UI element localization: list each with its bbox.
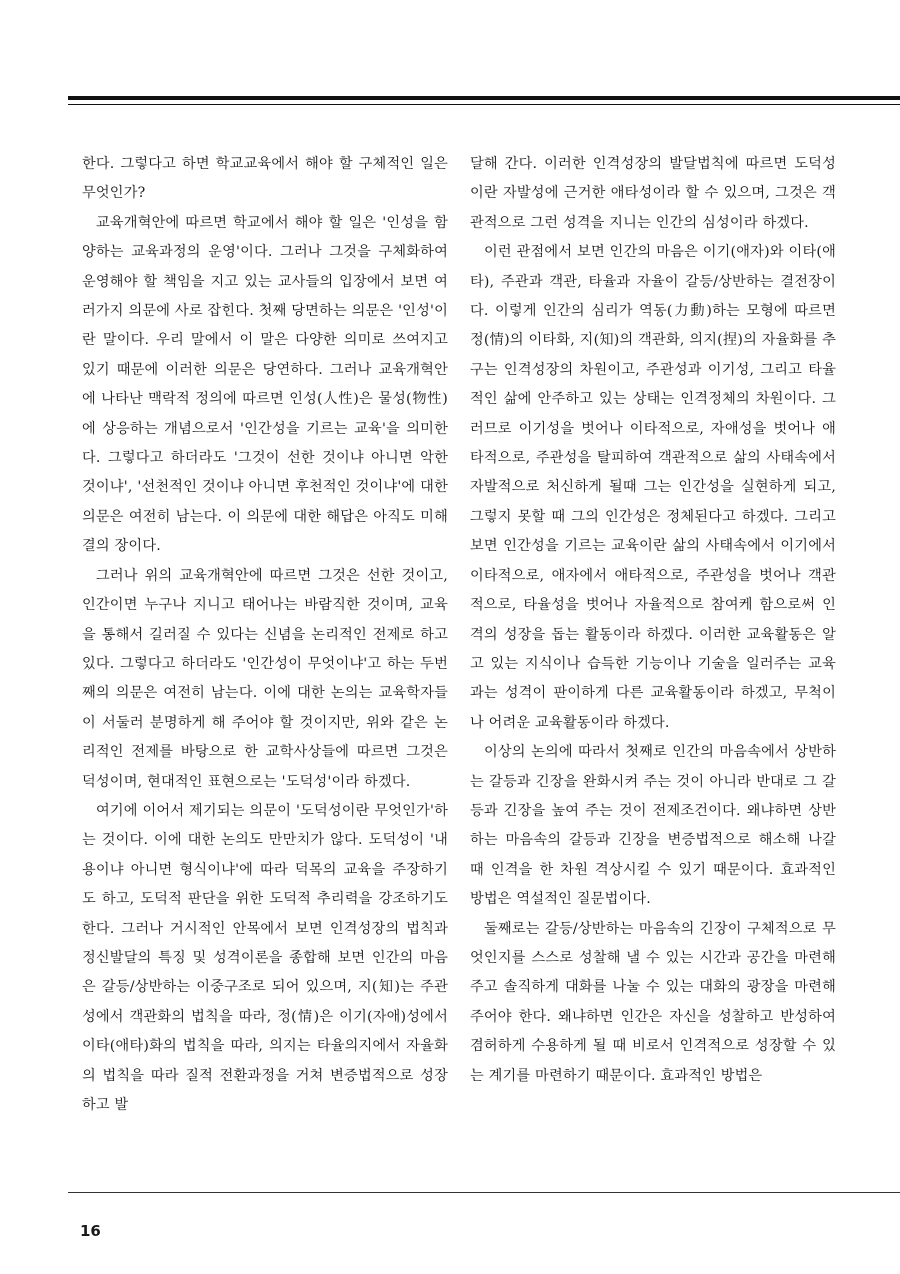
right-column xyxy=(470,150,836,1091)
paragraph: 교육개혁안에 따르면 학교에서 해야 할 일은 '인성을 함양하는 교육과정의 운영'이다. 그러나 그것을 구체화하여 운영해야 할 책임을 지고 있는 교사들의 입장에서 보면 여러가지 의문에 사로 잡힌다. 첫째 당면하는 의문은 '인성'이란 말이다. 우리 말에서 이 말은 다양한 의미로 쓰여지고 있기 때문에 이러한 의문은 당연하다. 그러나 교육개혁안에 나타난 맥락적 정의에 따르면 인성(人性)은 물성(物性)에 상응하는 개념으로서 '인간성을 기르는 교육'을 의미한다. 그렇다고 하더라도 '그것이 선한 것이냐 아니면 악한 것이냐', '선천적인 것이냐 아니면 후천적인 것이냐'에 대한 의문은 여전히 남는다. 이 의문에 대한 해답은 아직도 미해결의 장이다. xyxy=(82,214,448,555)
header-rule-thick xyxy=(68,96,900,100)
paragraph: 한다. 그렇다고 하면 학교교육에서 해야 할 구체적인 일은 무엇인가? xyxy=(82,156,448,202)
footer-rule xyxy=(68,1192,900,1193)
paragraph: 이상의 논의에 따라서 첫째로 인간의 마음속에서 상반하는 갈등과 긴장을 완화시켜 주는 것이 아니라 반대로 그 갈등과 긴장을 높여 주는 것이 전제조건이다. 왜냐하면 상반하는 마음속의 갈등과 긴장을 변증법적으로 해소해 나갈 때 인격을 한 차원 격상시킬 수 있기 때문이다. 효과적인 방법은 역설적인 질문법이다. xyxy=(470,744,836,908)
paragraph: 여기에 이어서 제기되는 의문이 '도덕성이란 무엇인가'하는 것이다. 이에 대한 논의도 만만치가 않다. 도덕성이 '내용이냐 아니면 형식이냐'에 따라 덕목의 교육을 주장하기도 하고, 도덕적 판단을 위한 도덕적 추리력을 강조하기도 한다. 그러나 거시적인 안목에서 보면 인격성장의 법칙과 정신발달의 특징 및 성격이론을 종합해 보면 인간의 마음은 갈등/상반하는 이중구조로 되어 있으며, 지(知)는 주관성에서 객관화의 법칙을 따라, 정(情)은 이기(자애)성에서 이타(애타)화의 법칙을 따라, 의지는 타율의지에서 자율화의 법칙을 따라 질적 전환과정을 거쳐 변증법적으로 성장하고 발 xyxy=(82,802,448,1113)
page-number: 16 xyxy=(80,1222,101,1240)
paragraph: 달해 간다. 이러한 인격성장의 발달법칙에 따르면 도덕성이란 자발성에 근거한 애타성이라 할 수 있으며, 그것은 객관적으로 그런 성격을 지니는 인간의 심성이라 하겠다. xyxy=(470,156,836,231)
paragraph: 그러나 위의 교육개혁안에 따르면 그것은 선한 것이고, 인간이면 누구나 지니고 태어나는 바람직한 것이며, 교육을 통해서 길러질 수 있다는 신념을 논리적인 전제로 하고 있다. 그렇다고 하더라도 '인간성이 무엇이냐'고 하는 두번째의 의문은 여전히 남는다. 이에 대한 논의는 교육학자들이 서둘러 분명하게 해 주어야 할 것이지만, 위와 같은 논리적인 전제를 바탕으로 한 교학사상들에 따르면 그것은 덕성이며, 현대적인 표현으로는 '도덕성'이라 하겠다. xyxy=(82,567,448,790)
paragraph: 둘째로는 갈등/상반하는 마음속의 긴장이 구체적으로 무엇인지를 스스로 성찰해 낼 수 있는 시간과 공간을 마련해 주고 솔직하게 대화를 나눌 수 있는 대화의 광장을 마련해 주어야 한다. 왜냐하면 인간은 자신을 성찰하고 반성하여 겸허하게 수용하게 될 때 비로서 인격적으로 성장할 수 있는 계기를 마련하기 때문이다. 효과적인 방법은 xyxy=(470,920,836,1084)
left-column xyxy=(82,150,448,1120)
paragraph: 이런 관점에서 보면 인간의 마음은 이기(애자)와 이타(애타), 주관과 객관, 타율과 자율이 갈등/상반하는 결전장이다. 이렇게 인간의 심리가 역동(力動)하는 모형에 따르면 정(情)의 이타화, 지(知)의 객관화, 의지(捏)의 자율화를 추구는 인격성장의 차원이고, 주관성과 이기성, 그리고 타율적인 삶에 안주하고 있는 상태는 인격정체의 차원이다. 그러므로 이기성을 벗어나 이타적으로, 자애성을 벗어나 애타적으로, 주관성을 탈피하여 객관적으로 삶의 사태속에서 자발적으로 처신하게 될때 그는 인간성을 실현하게 되고, 그렇지 못할 때 그의 인간성은 정체된다고 하겠다. 그리고 보면 인간성을 기르는 교육이란 삶의 사태속에서 이기에서 이타적으로, 애자에서 애타적으로, 주관성을 벗어나 객관적으로, 타율성을 벗어나 자율적으로 참여케 함으로써 인격의 성장을 돕는 활동이라 하겠다. 이러한 교육활동은 알고 있는 지식이나 습득한 기능이나 기술을 일러주는 교육과는 성격이 판이하게 다른 교육활동이라 하겠고, 무척이나 어려운 교육활동이라 하겠다. xyxy=(470,244,836,731)
header-rule-thin xyxy=(68,104,900,105)
